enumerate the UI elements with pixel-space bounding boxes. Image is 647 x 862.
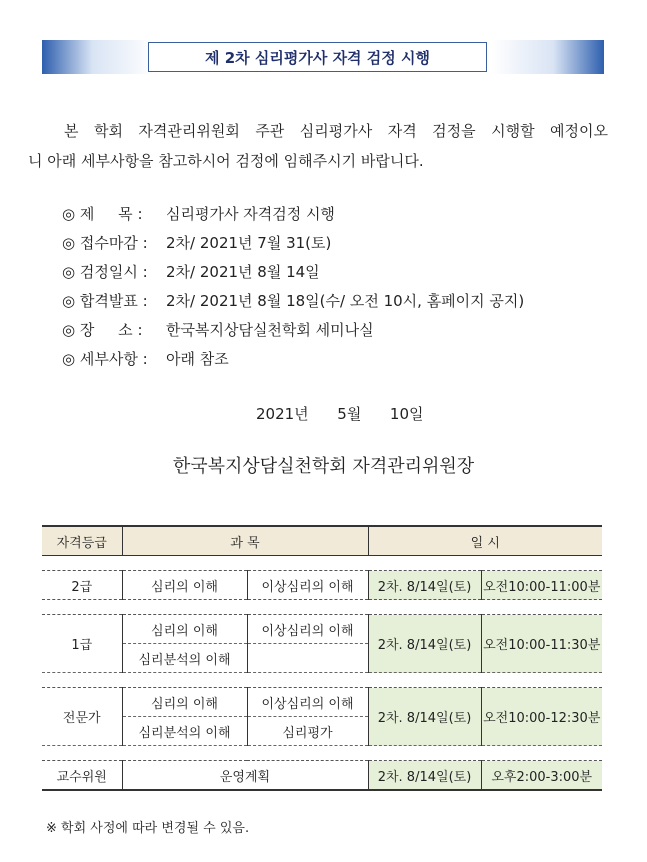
organization-signature: 한국복지상담실천학회 자격관리위원장 bbox=[172, 456, 475, 477]
table-row: 심리분석의 이해 심리평가 bbox=[42, 717, 602, 746]
table-row: 전문가 심리의 이해 이상심리의 이해 2차. 8/14일(토) 오전10:00-12:30분 bbox=[42, 688, 602, 717]
detail-item: ◎ 검정일시 : 2차/ 2021년 8월 14일 bbox=[62, 263, 320, 281]
table-row: 교수위원 운영계획 2차. 8/14일(토) 오후2:00-3:00분 bbox=[42, 761, 602, 791]
table-header-row bbox=[42, 526, 602, 556]
intro-line-2: 니 아래 세부사항을 참고하시어 검정에 임해주시기 바랍니다. bbox=[28, 152, 424, 170]
header-schedule: 일 시 bbox=[368, 526, 602, 556]
schedule-table bbox=[42, 525, 602, 791]
document-title: 제 2차 심리평가사 자격 검정 시행 bbox=[148, 42, 487, 72]
table-row: 심리분석의 이해 bbox=[42, 644, 602, 673]
intro-paragraph bbox=[28, 116, 608, 176]
intro-line-1: 본 학회 자격관리위원회 주관 심리평가사 자격 검정을 시행할 예정이오 bbox=[64, 122, 608, 140]
table-row: 1급 심리의 이해 이상심리의 이해 2차. 8/14일(토) 오전10:00-11:30분 bbox=[42, 615, 602, 644]
detail-item: ◎ 접수마감 : 2차/ 2021년 7월 31(토) bbox=[62, 234, 332, 252]
issue-date: 2021년 5월 10일 bbox=[256, 405, 424, 423]
detail-item: ◎ 세부사항 : 아래 참조 bbox=[62, 350, 229, 368]
detail-item: ◎ 장 소 : 한국복지상담실천학회 세미나실 bbox=[62, 321, 374, 339]
detail-item: ◎ 제 목 : 심리평가사 자격검정 시행 bbox=[62, 205, 335, 223]
footnote: ※ 학회 사정에 따라 변경될 수 있음. bbox=[46, 821, 250, 836]
header-grade: 자격등급 bbox=[42, 526, 122, 556]
detail-item: ◎ 합격발표 : 2차/ 2021년 8월 18일(수/ 오전 10시, 홈페이지 공지) bbox=[62, 292, 525, 310]
detail-list bbox=[62, 200, 524, 374]
header-subject: 과 목 bbox=[122, 526, 368, 556]
table-row: 2급 심리의 이해 이상심리의 이해 2차. 8/14일(토) 오전10:00-11:00분 bbox=[42, 571, 602, 600]
